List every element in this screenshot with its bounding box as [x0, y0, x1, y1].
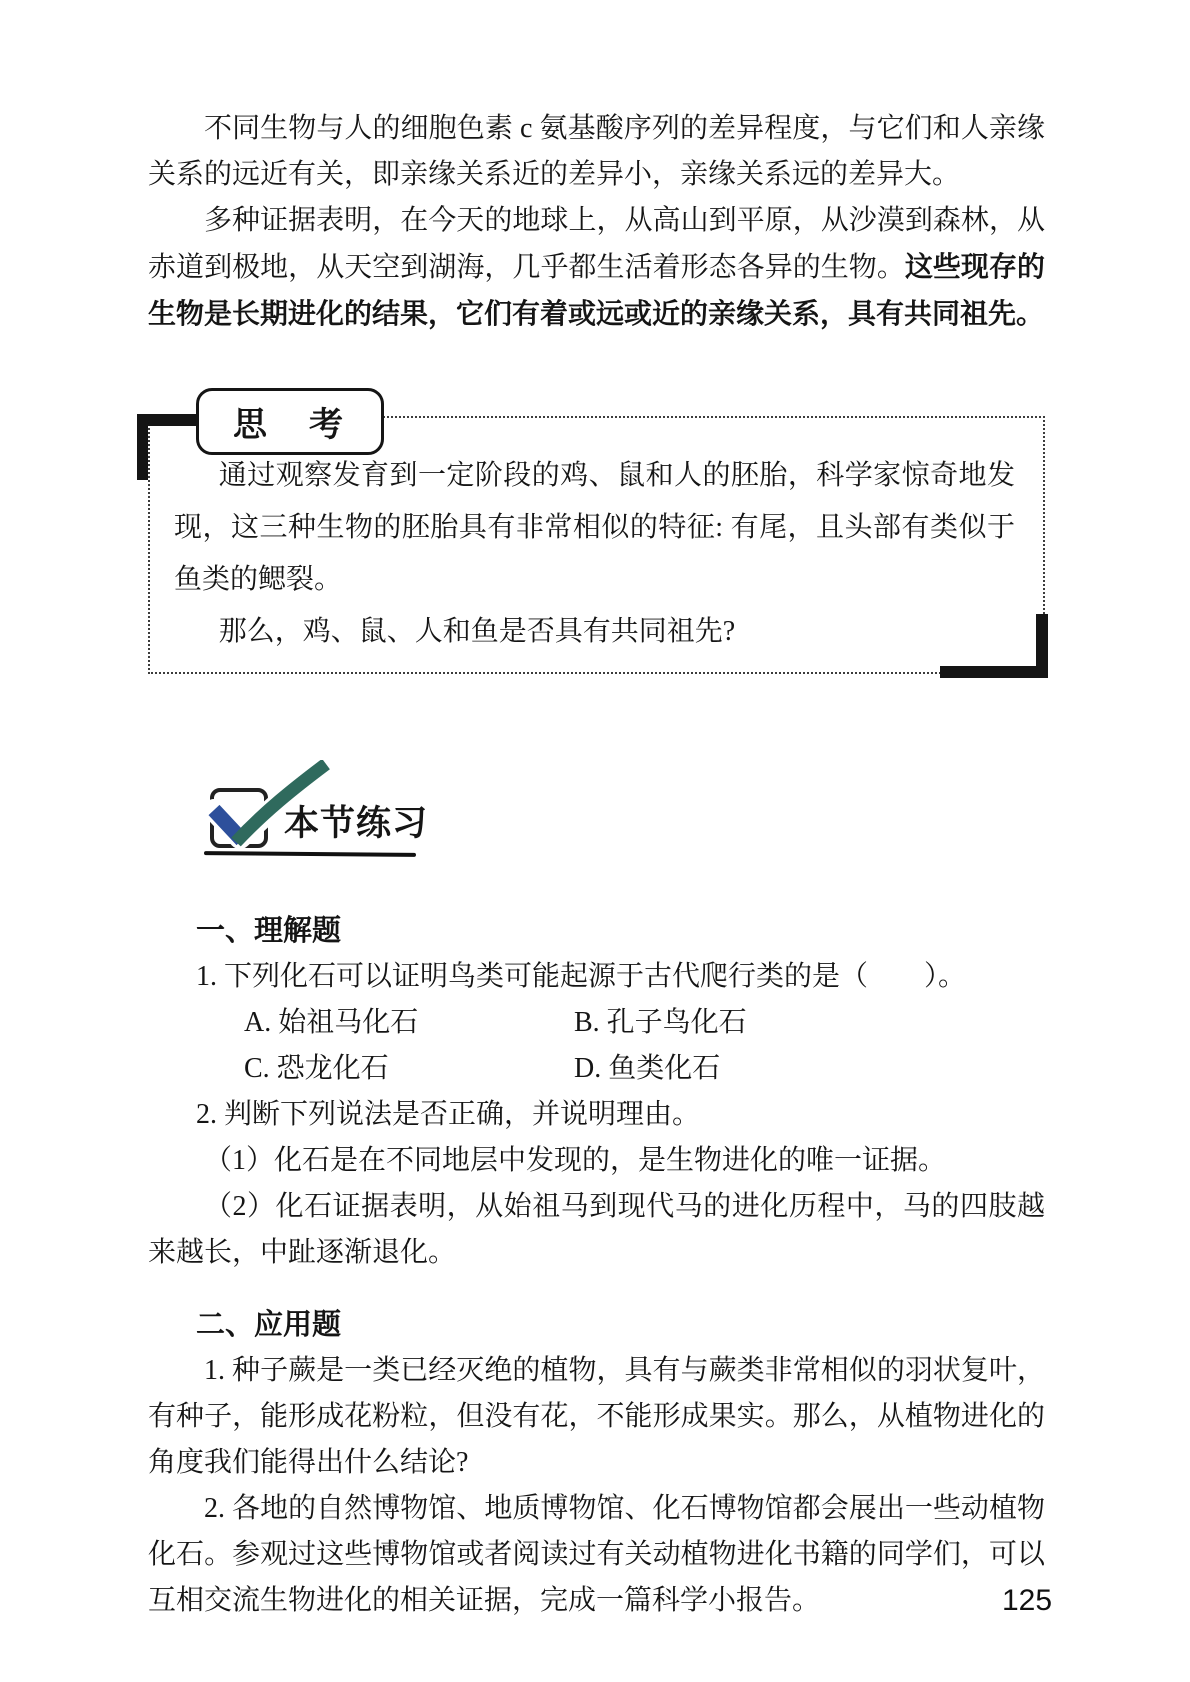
page-number: 125	[1002, 1584, 1053, 1617]
intro-paragraph-1: 不同生物与人的细胞色素 c 氨基酸序列的差异程度，与它们和人亲缘关系的远近有关，即亲缘关系近的差异小，亲缘关系远的差异大。	[148, 113, 1045, 190]
question1-options	[244, 1000, 1045, 1092]
question2-sub2: （2）化石证据表明，从始祖马到现代马的进化历程中，马的四肢越来越长，中趾逐渐退化。	[148, 1191, 1045, 1268]
page-content	[148, 106, 1045, 1624]
section2-question1: 1. 种子蕨是一类已经灭绝的植物，具有与蕨类非常相似的羽状复叶，有种子，能形成花粉粒，但没有花，不能形成果实。那么，从植物进化的角度我们能得出什么结论?	[148, 1355, 1045, 1478]
option-b: B. 孔子鸟化石	[574, 1007, 747, 1038]
exercises-block	[148, 908, 1045, 1624]
section-exercise-title: 本节练习	[284, 804, 429, 843]
section2-heading: 二、应用题	[196, 1309, 342, 1341]
think-callout-box	[148, 406, 1045, 674]
section1-heading: 一、理解题	[196, 915, 342, 947]
think-callout-label: 思 考	[196, 388, 384, 455]
section1-question2: 2. 判断下列说法是否正确，并说明理由。	[196, 1099, 701, 1130]
option-c: C. 恐龙化石	[244, 1053, 389, 1084]
option-a: A. 始祖马化石	[244, 1007, 419, 1038]
think-paragraph-2: 那么，鸡、鼠、人和鱼是否具有共同祖先?	[218, 616, 736, 647]
think-paragraph-1: 通过观察发育到一定阶段的鸡、鼠和人的胚胎，科学家惊奇地发现，这三种生物的胚胎具有非常相似的特征: 有尾，且头部有类似于鱼类的鳃裂。	[174, 460, 1015, 595]
section1-question1: 1. 下列化石可以证明鸟类可能起源于古代爬行类的是（ ）。	[196, 961, 967, 992]
section2-question2: 2. 各地的自然博物馆、地质博物馆、化石博物馆都会展出一些动植物化石。参观过这些博物馆或者阅读过有关动植物进化书籍的同学们，可以互相交流生物进化的相关证据，完成一篇科学小报告。	[148, 1493, 1045, 1616]
corner-bracket-bottom-right	[940, 614, 1048, 678]
intro-paragraph-2-bold: 这些现存的生物是长期进化的结果，它们有着或远或近的亲缘关系，具有共同祖先。	[148, 251, 1045, 329]
question2-sub1: （1）化石是在不同地层中发现的，是生物进化的唯一证据。	[204, 1145, 947, 1176]
intro-paragraph-2-normal: 多种证据表明，在今天的地球上，从高山到平原，从沙漠到森林，从赤道到极地，从天空到湖海，几乎都生活着形态各异的生物。	[148, 205, 1045, 283]
intro-paragraph-2	[148, 198, 1045, 338]
section-exercise-header	[196, 746, 1045, 868]
checkmark-long-stroke	[236, 764, 326, 842]
checkmark-icon	[202, 760, 352, 855]
option-d: D. 鱼类化石	[574, 1053, 721, 1084]
